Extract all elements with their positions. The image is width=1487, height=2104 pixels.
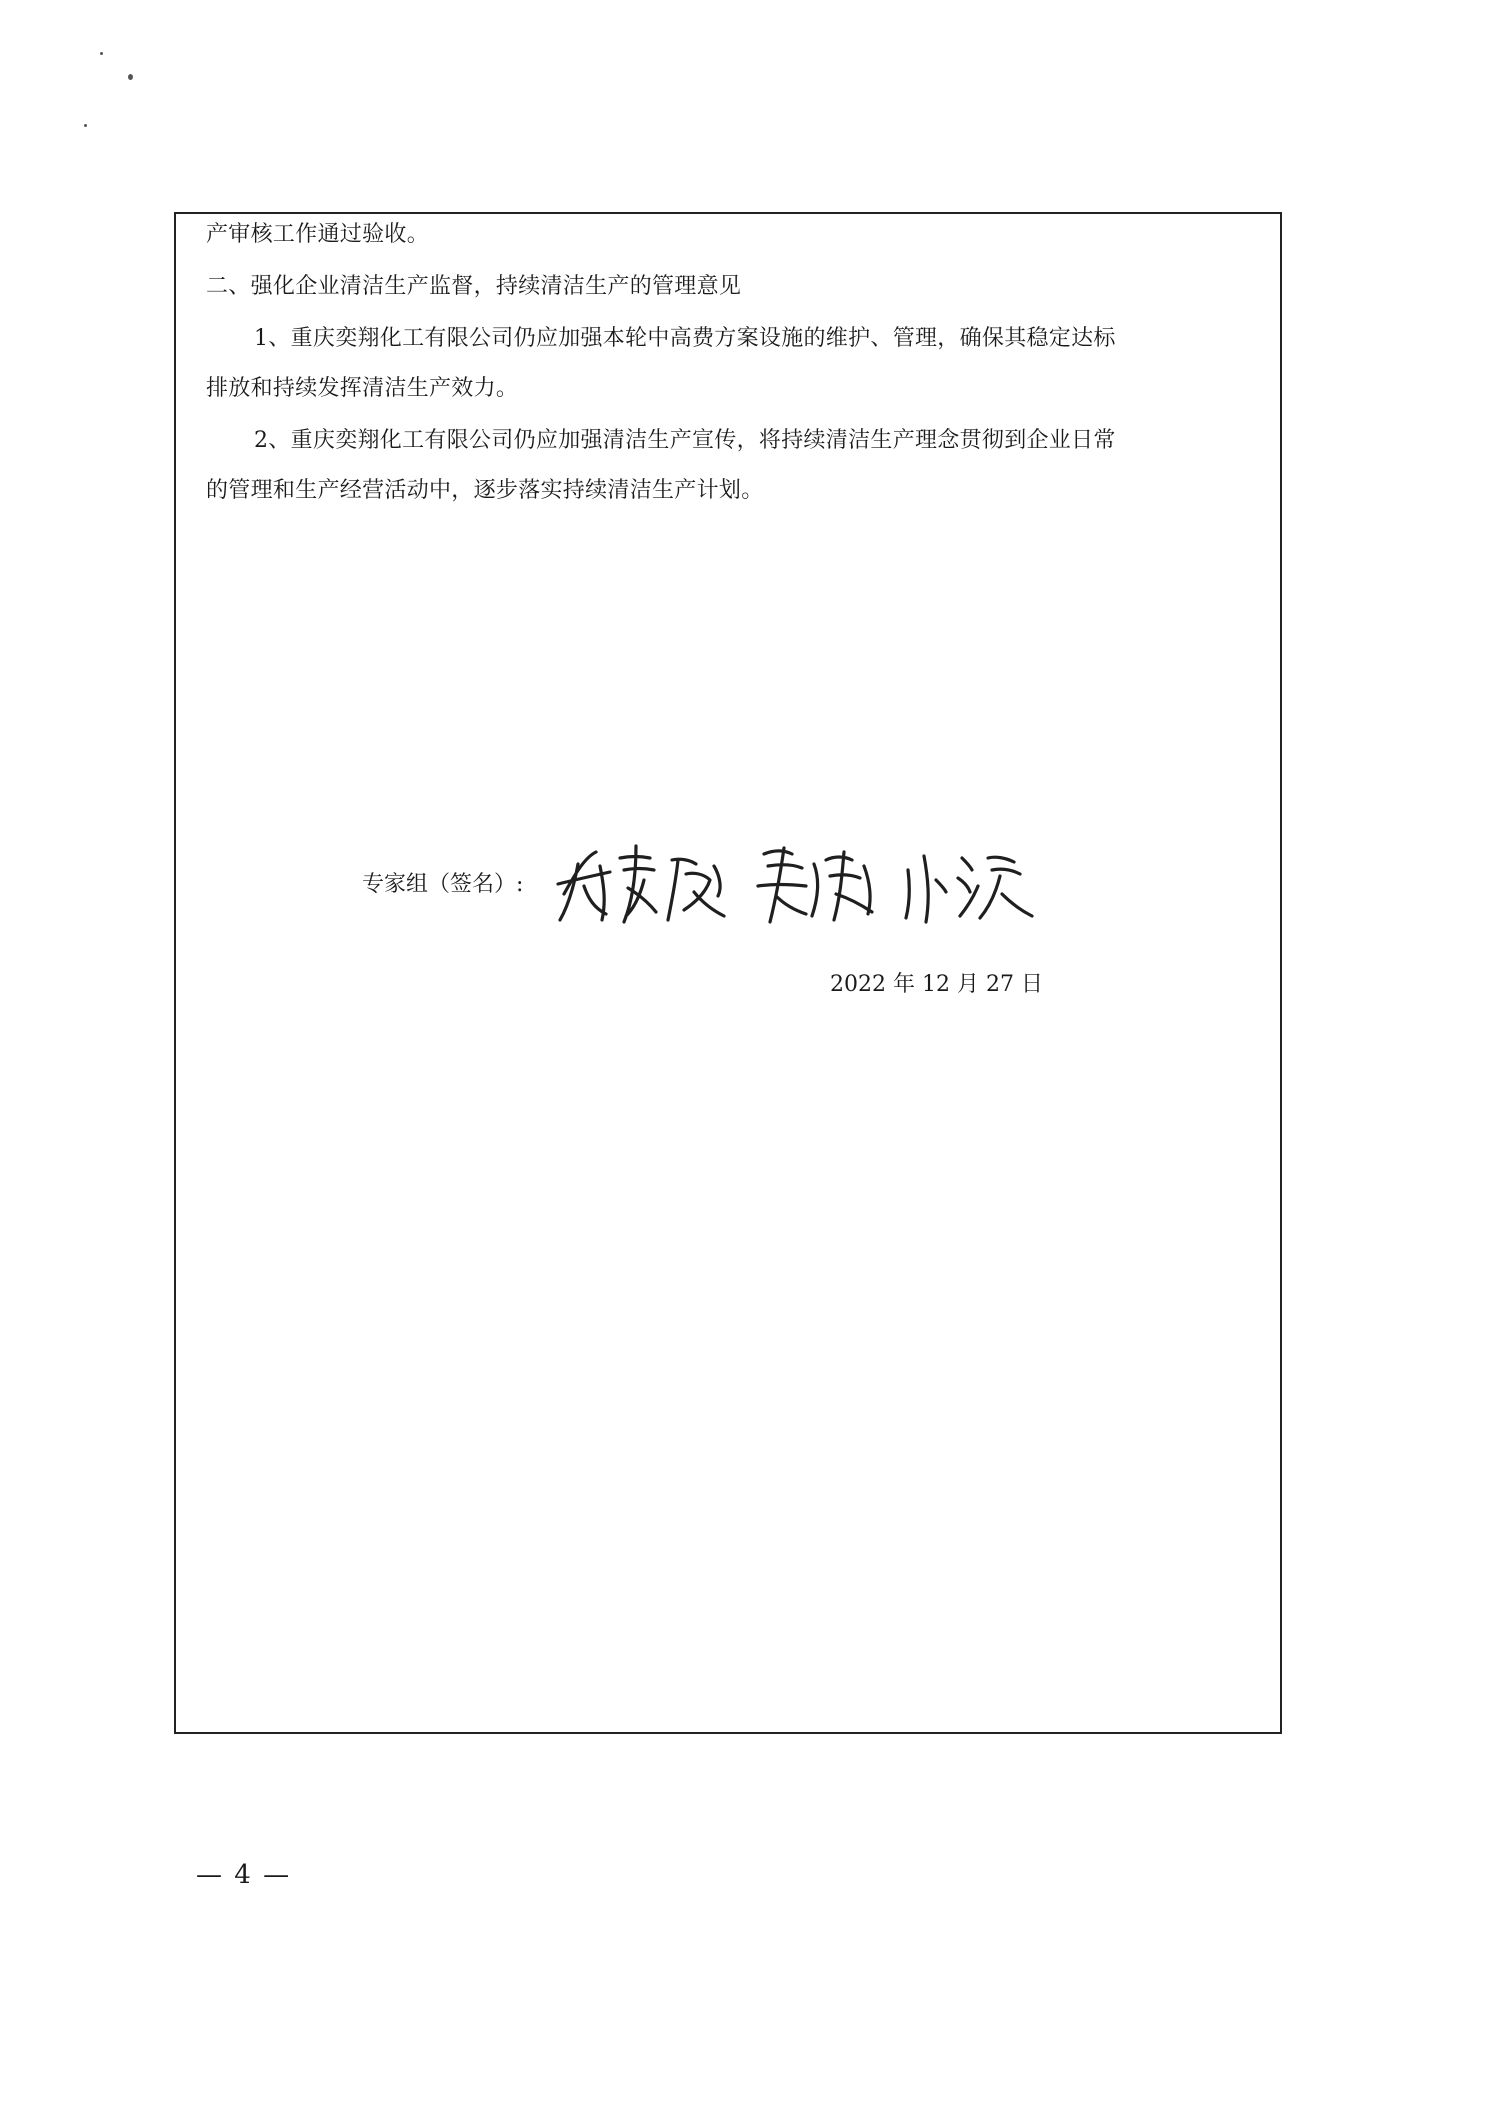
body-line: 的管理和生产经营活动中，逐步落实持续清洁生产计划。	[206, 478, 764, 503]
body-line: 产审核工作通过验收。	[206, 222, 430, 247]
signature-date: 2022 年 12 月 27 日	[830, 972, 1043, 997]
body-line: 2、重庆奕翔化工有限公司仍应加强清洁生产宣传，将持续清洁生产理念贯彻到企业日常	[254, 428, 1116, 453]
scan-speck	[128, 74, 133, 80]
section-heading: 二、强化企业清洁生产监督，持续清洁生产的管理意见	[206, 274, 742, 299]
handwritten-signature	[544, 836, 1044, 936]
scan-speck	[100, 52, 103, 55]
page-number: — 4 —	[196, 1860, 292, 1890]
document-frame	[174, 212, 1282, 1734]
signature-label: 专家组（签名）:	[362, 872, 524, 897]
body-line: 1、重庆奕翔化工有限公司仍应加强本轮中高费方案设施的维护、管理，确保其稳定达标	[254, 326, 1116, 351]
body-line: 排放和持续发挥清洁生产效力。	[206, 376, 519, 401]
scan-speck	[84, 124, 87, 127]
